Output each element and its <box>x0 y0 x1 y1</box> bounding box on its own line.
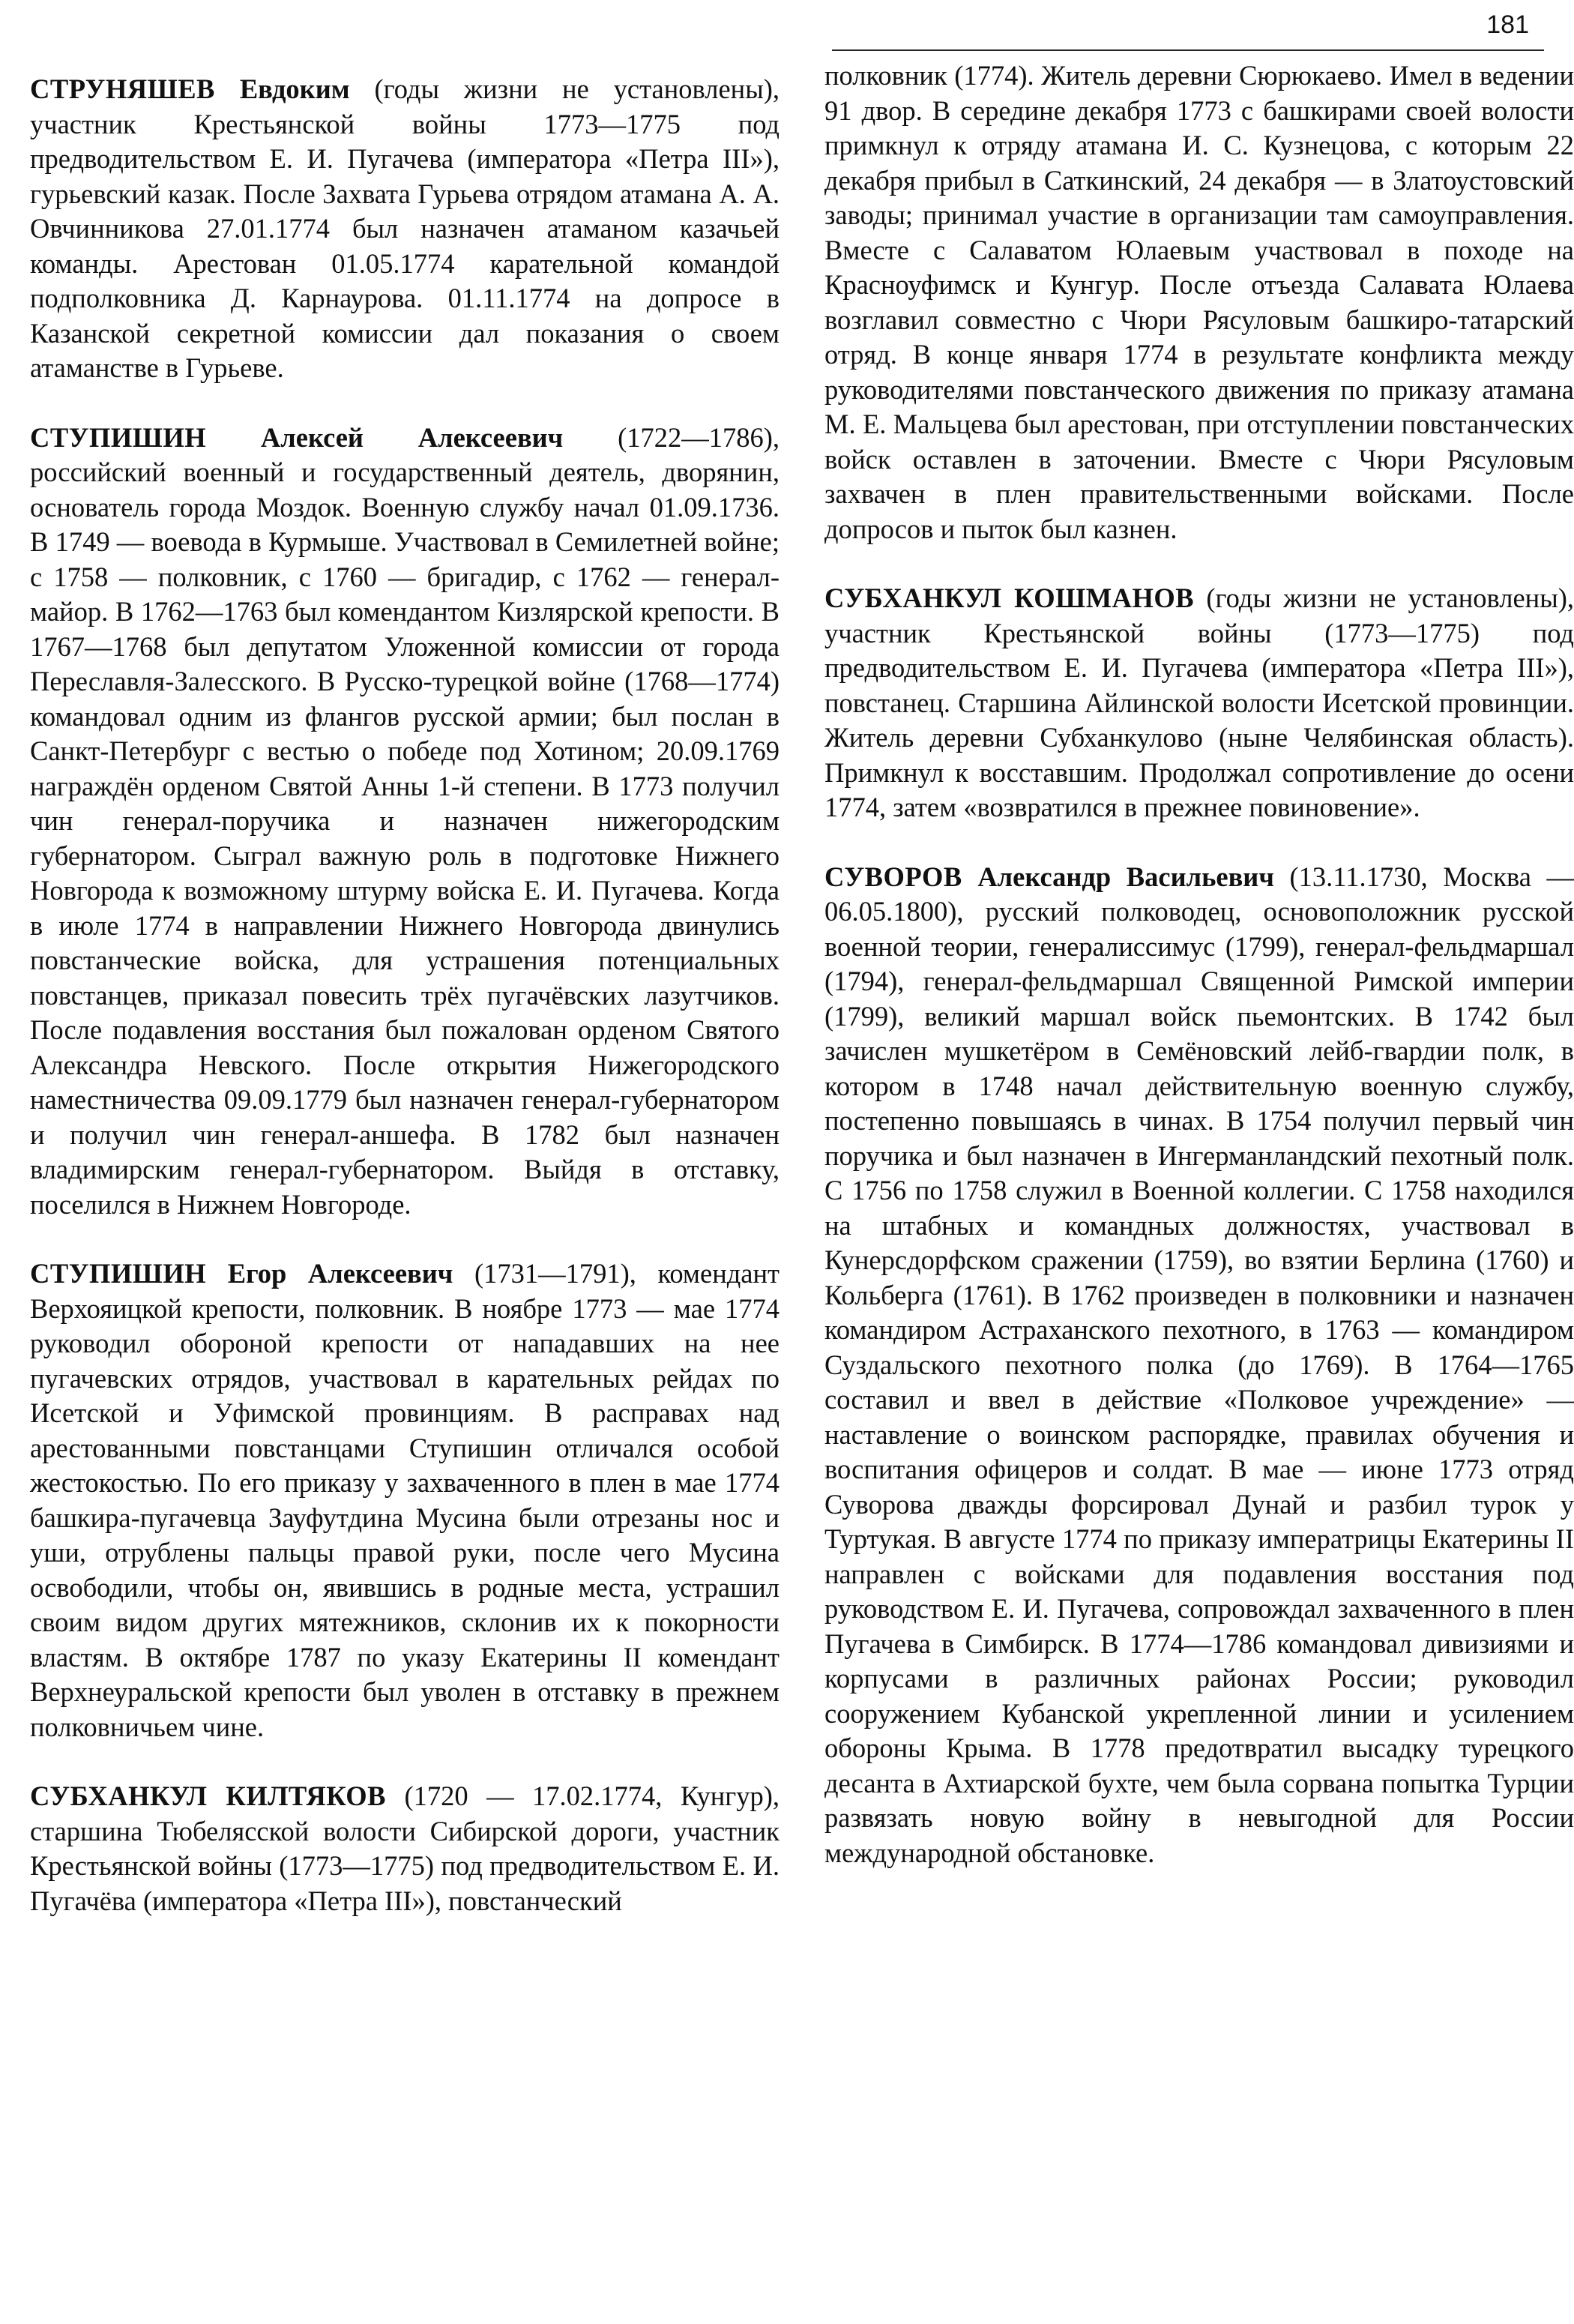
entry-text: (годы жизни не установлены), участник Крестьянской войны 1773—1775 под предводительством Е. И. Пугачева (императора «Петра III»), гурьевский казак. После Захвата Гурьева отрядом атамана А. А. Овчинникова 27.01.1774 был назначен атаманом казачьей команды. Арестован 01.05.1774 карательной командой подполковника Д. Карнаурова. 01.11.1774 на допросе в Казанской секретной комиссии дал показания о своем атаманстве в Гурьеве. <box>30 73 780 383</box>
header-rule <box>832 49 1544 51</box>
entry-subkhankul-koshmanov <box>824 581 1574 825</box>
entry-strunyashev <box>30 72 780 386</box>
entry-given-name: Евдоким <box>239 73 350 104</box>
entry-text: (1722—1786), российский военный и государственный деятель, дворянин, основатель города Моздок. Военную службу начал 01.09.1736. В 1749 — воевода в Курмыше. Участвовал в Семилетней войне; с 1758 — полковник, с 1760 — бригадир, с 1762 — генерал-майор. В 1762—1763 был комендантом Кизлярской крепости. В 1767—1768 был депутатом Уложенной комиссии от города Переславля-Залесского. В Русско-турецкой войне (1768—1774) командовал одним из флангов русской армии; был послан в Санкт-Петербург с вестью о победе под Хотином; 20.09.1769 награждён орденом Святой Анны 1-й степени. В 1773 получил чин генерал-поручика и назначен нижегородским губернатором. Сыграл важную роль в подготовке Нижнего Новгорода к возможному штурму войска Е. И. Пугачева. Когда в июле 1774 в направлении Нижнего Новгорода двинулись повстанческие войска, для устрашения потенциальных повстанцев, приказал повесить трёх пугачёвских лазутчиков. После подавления восстания был пожалован орденом Святого Александра Невского. После открытия Нижегородского наместничества 09.09.1779 был назначен генерал-губернатором и получил чин генерал-аншефа. В 1782 был назначен владимирским генерал-губернатором. Выйдя в отставку, поселился в Нижнем Новгороде. <box>30 421 780 1220</box>
entry-surname: СУВОРОВ <box>824 861 962 892</box>
entry-text: (13.11.1730, Москва — 06.05.1800), русский полководец, основоположник русской военной теории, генералиссимус (1799), генерал-фельдмаршал (1794), генерал-фельдмаршал Священной Римской империи (1799), великий маршал войск пьемонтских. В 1742 был зачислен мушкетёром в Семёновский лейб-гвардии полк, в котором в 1748 начал действительную военную службу, постепенно повышаясь в чинах. В 1754 получил первый чин поручика и был назначен в Ингерманландский пехотный полк. С 1756 по 1758 служил в Военной коллегии. С 1758 находился на штабных и командных должностях, участвовал в Кунерсдорфском сражении (1759), во взятии Берлина (1760) и Кольберга (1761). В 1762 произведен в полковники и назначен командиром Астраханского пехотного, в 1763 — командиром Суздальского пехотного полка (до 1769). В 1764—1765 составил и ввел в действие «Полковое учреждение» — наставление о воинском распорядке, правилах обучения и воспитания офицеров и солдат. В мае — июне 1773 отряд Суворова дважды форсировал Дунай и разбил турок у Туртукая. В августе 1774 по приказу императрицы Екатерины II направлен с войсками для подавления восстания под руководством Е. И. Пугачева, сопровождал захваченного в плен Пугачева в Симбирск. В 1774—1786 командовал дивизиями и корпусами в различных районах России; руководил сооружением Кубанской укрепленной линии и усилением обороны Крыма. В 1778 предотвратил высадку турецкого десанта в Ахтиарской бухте, чем была сорвана попытка Турции развязать новую войну в невыгодной для России международной обстановке. <box>824 861 1574 1868</box>
entry-text: (годы жизни не установлены), участник Крестьянской войны (1773—1775) под предводительством Е. И. Пугачева (императора «Петра III»), повстанец. Старшина Айлинской волости Исетской провинции. Житель деревни Субханкулово (ныне Челябинская область). Примкнул к восставшим. Продолжал сопротивление до осени 1774, затем «возвратился в прежнее повиновение». <box>824 582 1574 822</box>
entry-surname: СТРУНЯШЕВ <box>30 73 215 104</box>
entry-suvorov <box>824 860 1574 1871</box>
page-number: 181 <box>1486 10 1529 39</box>
entry-given-name: Александр Васильевич <box>977 861 1274 892</box>
entry-surname: СТУПИШИН <box>30 1258 207 1289</box>
entry-text: полковник (1774). Житель деревни Сюрюкаево. Имел в ведении 91 двор. В середине декабря 1773 с башкирами своей волости примкнул к отряду атамана И. С. Кузнецова, с которым 22 декабря прибыл в Саткинский, 24 декабря — в Златоустовский заводы; принимал участие в организации там самоуправления. Вместе с Салаватом Юлаевым участвовал в походе на Красноуфимск и Кунгур. После отъезда Салавата Юлаева возглавил совместно с Чюри Рясуловым башкиро-татарский отряд. В конце января 1774 в результате конфликта между руководителями повстанческого движения по приказу атамана М. Е. Мальцева был арестован, при отступлении повстанческих войск оставлен в заточении. Вместе с Чюри Рясуловым захвачен в плен правительственными войсками. После допросов и пыток был казнен. <box>824 60 1574 544</box>
entry-surname: СУБХАНКУЛ КИЛТЯКОВ <box>30 1780 387 1811</box>
entry-subkhankul-kiltyakov-continued <box>824 58 1574 547</box>
entry-surname: СТУПИШИН <box>30 421 207 453</box>
left-column <box>30 72 780 1953</box>
entry-stupishin-aleksey <box>30 421 780 1223</box>
entry-stupishin-egor <box>30 1256 780 1744</box>
entry-surname: СУБХАНКУЛ КОШМАНОВ <box>824 582 1195 613</box>
entry-text: (1720 — 17.02.1774, Кунгур), старшина Тюбелясской волости Сибирской дороги, участник Крестьянской войны (1773—1775) под предводительством Е. И. Пугачёва (императора «Петра III»), повстанческий <box>30 1780 780 1916</box>
entry-text: (1731—1791), комендант Верхояицкой крепости, полковник. В ноябре 1773 — мае 1774 руководил обороной крепости от нападавших на нее пугачевских отрядов, участвовал в карательных рейдах по Исетской и Уфимской провинциям. В расправах над арестованными повстанцами Ступишин отличался особой жестокостью. По его приказу у захваченного в плен в мае 1774 башкира-пугачевца Зауфутдина Мусина были отрезаны нос и уши, отрублены пальцы правой руки, после чего Мусина освободили, чтобы он, явившись в родные места, устрашил своим видом других мятежников, склонив их к покорности властям. В октябре 1787 по указу Екатерины II комендант Верхнеуральской крепости был уволен в отставку в прежнем полковничьем чине. <box>30 1258 780 1742</box>
right-column <box>824 58 1574 1905</box>
entry-subkhankul-kiltyakov <box>30 1779 780 1918</box>
entry-given-name: Егор Алексеевич <box>227 1258 453 1289</box>
entry-given-name: Алексей Алексеевич <box>260 421 564 453</box>
